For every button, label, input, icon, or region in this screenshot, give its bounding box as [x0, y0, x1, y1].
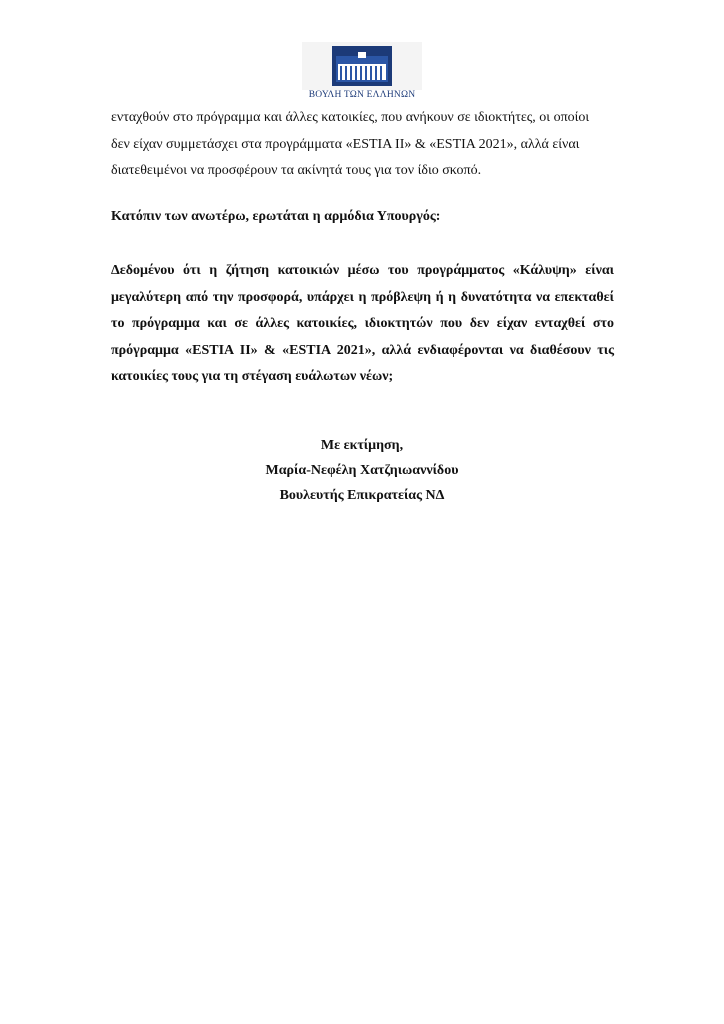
signer-name: Μαρία-Νεφέλη Χατζηιωαννίδου — [265, 463, 459, 478]
closing-text: Με εκτίμηση, — [320, 438, 404, 453]
intro-line: ενταχθούν στο πρόγραμμα και άλλες κατοικίες, που ανήκουν σε ιδιοκτήτες, οι οποίοι — [111, 110, 590, 125]
intro-line: διατεθειμένοι να προσφέρουν τα ακίνητά τους για τον ίδιο σκοπό. — [111, 163, 482, 178]
question-paragraph — [111, 258, 614, 391]
logo-caption: ΒΟΥΛΗ ΤΩΝ ΕΛΛΗΝΩΝ — [308, 90, 416, 100]
parliament-building-icon — [302, 42, 422, 90]
question-line: πρόγραμμα «ESTIA II» & «ESTIA 2021», αλλά ενδιαφέρονται να διαθέσουν τις — [111, 342, 614, 358]
intro-line: δεν είχαν συμμετάσχει στα προγράμματα «ESTIA II» & «ESTIA 2021», αλλά είναι — [111, 136, 580, 152]
question-line: κατοικίες τους για τη στέγαση ευάλωτων νέων; — [111, 369, 394, 384]
question-heading: Κατόπιν των ανωτέρω, ερωτάται η αρμόδια Υπουργός: — [111, 209, 441, 224]
intro-paragraph — [111, 105, 614, 185]
question-line: το πρόγραμμα και σε άλλες κατοικίες, ιδιοκτητών που δεν είχαν ενταχθεί στο — [111, 316, 614, 331]
question-line: Δεδομένου ότι η ζήτηση κατοικιών μέσω του προγράμματος «Κάλυψη» είναι — [111, 263, 614, 278]
question-line: μεγαλύτερη από την προσφορά, υπάρχει η πρόβλεψη ή η δυνατότητα να επεκταθεί — [111, 289, 614, 305]
signature-block — [0, 433, 724, 508]
signer-title: Βουλευτής Επικρατείας ΝΔ — [279, 488, 445, 503]
